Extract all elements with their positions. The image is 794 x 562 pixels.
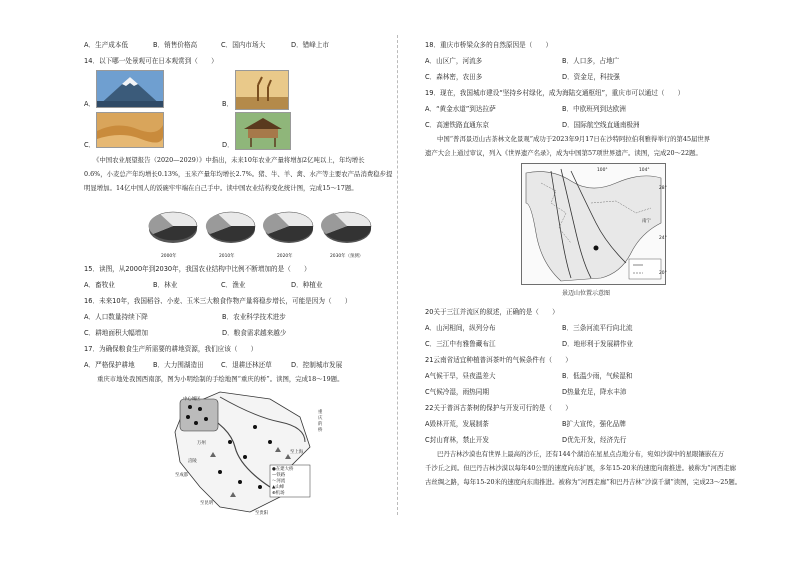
q14-label-b: B． — [222, 100, 234, 108]
q17-option-a: A．严格保护耕地 — [84, 361, 135, 369]
q19-option-a: A．“黄金水道”到达拉萨 — [425, 105, 496, 113]
q14-label-c: C． — [84, 141, 96, 149]
desert-image — [97, 113, 163, 147]
para-badain-line2: 千沙丘之间。但巴丹吉林沙漠以每年40公里的速度向东扩展，多年15-20米的速度向南推进。被称为“河西走廊 — [425, 464, 737, 472]
pie-year-2000: 2000年 — [161, 254, 177, 259]
q19-option-c: C．高速铁路直通东京 — [425, 121, 489, 129]
jingmai-map-title: 景迈山位置示意图 — [562, 290, 611, 297]
stilt-house-image — [236, 113, 290, 149]
q22-option-b: B扩大宣传，强化品牌 — [562, 420, 626, 428]
q18-option-d: D．资金足，科技强 — [562, 73, 620, 81]
para-badain-line3: 古丝绸之路，每年15-20米的速度向东南推进。被称为“河西走廊”和巴丹吉林“沙漠千湖”读图，完成23～25题。 — [425, 478, 742, 486]
mount-fuji-image — [97, 71, 163, 107]
map-tag-nanning: 南宁 — [642, 219, 651, 224]
q22-option-a: A毁林开荒，发展制茶 — [425, 420, 489, 428]
q15-option-d: D．种植业 — [291, 281, 323, 289]
map-legend-river: ～河流 — [272, 479, 286, 484]
q15-option-a: A．畜牧业 — [84, 281, 115, 289]
q16-stem: 16．未来10年，我国稻谷、小麦、玉米三大粮食作物产量将稳步增长，可能是因为（ ） — [84, 297, 352, 305]
pie-year-2030: 2030年（预测） — [330, 254, 364, 259]
q17-option-c: C．退耕还林还草 — [221, 361, 272, 369]
right-column — [397, 0, 794, 562]
para-chongqing: 重庆市地处我国西南部，图为小明绘制的手绘地图“重庆的桥”。读图，完成18～19题。 — [97, 375, 344, 383]
q15-stem: 15．读图，从2000年到2030年，我国农业结构中比例不断增加的是（ ） — [84, 265, 311, 273]
giraffe-image — [236, 71, 288, 109]
photo-giraffe — [235, 70, 289, 110]
para-agri-line2: 0.6%，小麦总产年均增长0.13%，玉米产量年均增长2.7%。猪、牛、羊、禽、水产等主要农产品消费稳步提 — [84, 170, 393, 178]
map-tag-104: 104° — [639, 168, 650, 173]
q18-option-a: A．山区广，河流多 — [425, 57, 483, 65]
q22-option-c: C封山育林，禁止开发 — [425, 436, 489, 444]
map-label-to-kunming: 至昆明 — [200, 501, 214, 506]
pie-year-2010: 2010年 — [219, 254, 235, 259]
para-agri-line3: 明显增加。14亿中国人的饭碗牢牢端在自己手中。读中国农业结构变化统计图，完成15～17题。 — [84, 184, 358, 192]
q18-stem: 18．重庆市桥梁众多的自然原因是（ ） — [425, 41, 553, 49]
q18-option-b: B．人口多，占地广 — [562, 57, 620, 65]
q20-option-a: A．山河相间，纵列分布 — [425, 324, 496, 332]
q16-option-a: A．人口数量持续下降 — [84, 313, 148, 321]
photo-desert — [96, 112, 164, 148]
q15-option-c: C．渔业 — [221, 281, 246, 289]
map-legend-airport: ⊕机场 — [272, 491, 285, 496]
q16-option-b: B．农业科学技术进步 — [222, 313, 286, 321]
q13-option-a: A．生产成本低 — [84, 41, 129, 49]
pie-year-2020: 2020年 — [277, 254, 293, 259]
map-label-center: 中心城区 — [183, 397, 201, 402]
q22-stem: 22关于普洱古茶树的保护与开发可行的是（ ） — [425, 404, 572, 412]
q14-label-d: D． — [222, 141, 234, 149]
map-tag-20: 20° — [659, 271, 667, 276]
q20-option-b: B．三条河流平行向北流 — [562, 324, 633, 332]
q21-option-c: C气候冷湿，雨热同期 — [425, 388, 489, 396]
map-legend-railway: —铁路 — [272, 473, 286, 478]
photo-stilt-house — [235, 112, 291, 150]
pie-2010 — [206, 212, 255, 243]
q15-option-b: B．林业 — [153, 281, 178, 289]
q21-option-b: B．低温少雨，气候湿和 — [562, 372, 633, 380]
map-label-fuling: 涪陵 — [188, 459, 197, 464]
chongqing-bridges-map — [160, 387, 335, 522]
q17-option-b: B．大力围湖造田 — [153, 361, 204, 369]
map-legend-bridge: ●在建大桥 — [272, 467, 294, 472]
q21-option-a: A气候干旱，昼夜温差大 — [425, 372, 496, 380]
map-label-to-shanghai: 至上海 — [290, 450, 304, 455]
q20-option-c: C．三江中有雅鲁藏布江 — [425, 340, 496, 348]
q19-option-b: B．中欧班列到达欧洲 — [562, 105, 626, 113]
q19-stem: 19．现在，我国城市建设“坚持乡村绿化，成为海陆交通枢纽”，重庆市可以通过（ ） — [425, 89, 685, 97]
q22-option-d: D优先开发，经济先行 — [562, 436, 627, 444]
q21-option-d: D热量充足，降水丰沛 — [562, 388, 627, 396]
agri-structure-pies — [148, 205, 378, 255]
map-label-to-guiyang: 至贵阳 — [255, 511, 269, 516]
map-label-to-chengdu: 至成都 — [175, 473, 189, 478]
q13-option-d: D．错峰上市 — [291, 41, 330, 49]
pie-2020 — [263, 212, 313, 243]
map-label-title: 重庆的桥 — [318, 410, 323, 433]
q17-option-d: D．控制城市发展 — [291, 361, 343, 369]
q13-option-c: C．国内市场大 — [221, 41, 266, 49]
q16-option-c: C．耕地面积大幅增加 — [84, 329, 148, 337]
q20-stem: 20关于三江并流区的叙述，正确的是（ ） — [425, 308, 559, 316]
para-agri-line1: 《中国农业展望报告（2020—2029）》中指出，未来10年农业产量将增加2亿吨以上，年均增长 — [93, 156, 365, 164]
map-tag-24: 24° — [659, 236, 667, 241]
map-tag-28: 28° — [659, 186, 667, 191]
map-tag-100: 100° — [597, 168, 608, 173]
pie-2000 — [149, 212, 197, 243]
q13-option-b: B．销售价格高 — [153, 41, 198, 49]
map-label-wanzhou: 万州 — [197, 441, 206, 446]
q20-option-d: D．地形利于发展耕作业 — [562, 340, 634, 348]
q14-stem: 14．以下哪一处景观可在日本观赏到（ ） — [84, 57, 218, 65]
q16-option-d: D．粮食需求越来越少 — [222, 329, 287, 337]
para-pu-er-line1: 中国“普洱景迈山古茶林文化景观”成功于2023年9月17日在沙特阿拉伯利雅得举行的第45届世界 — [437, 135, 711, 143]
map-legend-peak: ▲山峰 — [272, 485, 285, 490]
q17-stem: 17．为确保粮食生产所需要的耕地资源，我们应该（ ） — [84, 345, 258, 353]
q14-label-a: A． — [84, 100, 96, 108]
para-pu-er-line2: 遗产大会上通过审议，列入《世界遗产名录》，成为中国第57项世界遗产。读图，完成20～22题。 — [425, 149, 702, 157]
photo-mount-fuji — [96, 70, 164, 108]
q21-stem: 21云南省适宜种植普洱茶叶的气候条件有（ ） — [425, 356, 572, 364]
pie-2030 — [321, 212, 371, 243]
q19-option-d: D．国际航空线直通南极洲 — [562, 121, 640, 129]
q18-option-c: C．森林密，农田多 — [425, 73, 483, 81]
para-badain-line1: 巴丹吉林沙漠也有世界上最高的沙丘，还有144个湖泊在星星点点地分布，宛如沙漠中的星眼镶嵌在万 — [437, 450, 724, 458]
